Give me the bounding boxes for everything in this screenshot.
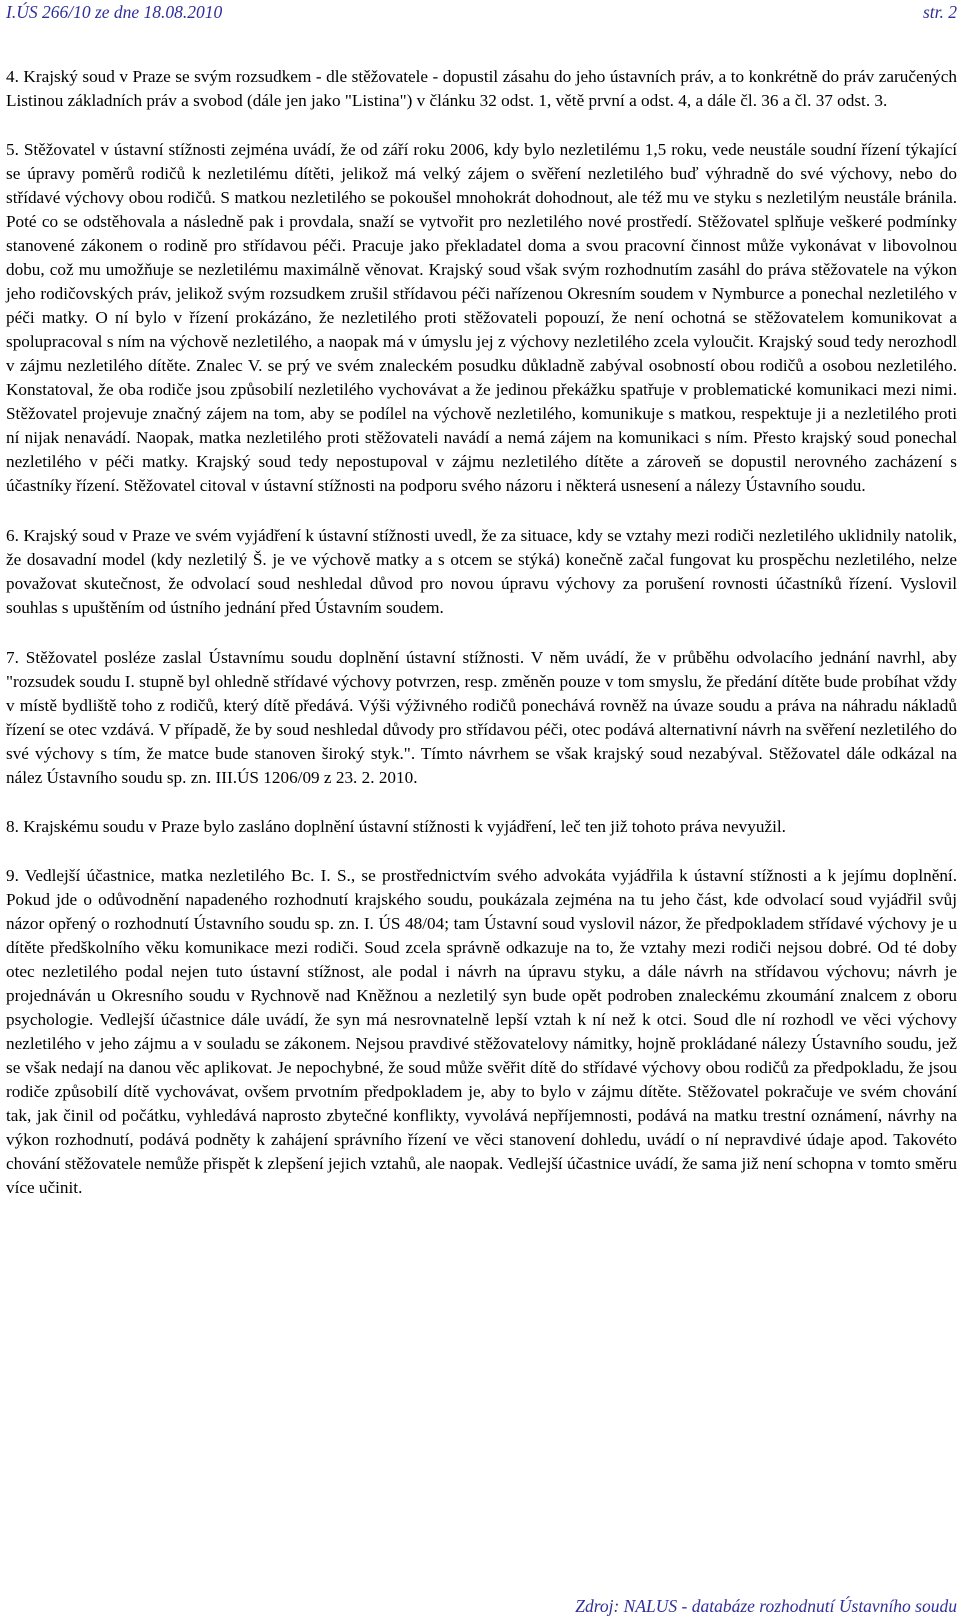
- paragraph-4: 4. Krajský soud v Praze se svým rozsudkem - dle stěžovatele - dopustil zásahu do jeho ústavních práv, a to konkrétně do práv zaručených Listinou základních práv a svobod (dále jen jako "Listina") v článku 32 odst. 1, větě první a odst. 4, a dále čl. 36 a čl. 37 odst. 3.: [6, 67, 957, 110]
- document-body: [6, 65, 957, 1224]
- case-reference: I.ÚS 266/10 ze dne 18.08.2010: [6, 2, 223, 22]
- page-header: [6, 2, 957, 24]
- paragraph-8: 8. Krajskému soudu v Praze bylo zasláno doplnění ústavní stížnosti k vyjádření, leč ten již tohoto práva nevyužil.: [6, 817, 786, 836]
- paragraph-7: 7. Stěžovatel posléze zaslal Ústavnímu soudu doplnění ústavní stížnosti. V něm uvádí, že v průběhu odvolacího jednání navrhl, aby "rozsudek soudu I. stupně byl ohledně střídavé výchovy potvrzen, resp. změněn pouze v tom smyslu, že předání dítěte bude probíhat vždy v místě bydliště toho z rodičů, který dítě předává. Výši výživného rodičů ponechává rovněž na úvaze soudu a práva na náhradu nákladů řízení se otec vzdává. V případě, že by soud neshledal důvody pro střídavou péči, otec podává alternativní návrh na svěření nezletilého do své výchovy s tím, že matce bude stanoven široký styk.". Tímto návrhem se však krajský soud nezabýval. Stěžovatel dále odkázal na nález Ústavního soudu sp. zn. III.ÚS 1206/09 z 23. 2. 2010.: [6, 648, 957, 787]
- paragraph-5: 5. Stěžovatel v ústavní stížnosti zejména uvádí, že od září roku 2006, kdy bylo nezletilému 1,5 roku, vede neustále soudní řízení týkající se úpravy poměrů rodičů k nezletilému dítěti, jelikož má velký zájem o svěření nezletilého buď výhradně do své výchovy, nebo do střídavé výchovy obou rodičů. S matkou nezletilého se pokoušel mnohokrát dohodnout, ale též mu ve styku s nezletilým neustále bránila. Poté co se odstěhovala a následně pak i provdala, snaží se vytvořit pro nezletilého nové prostředí. Stěžovatel splňuje veškeré podmínky stanovené zákonem o rodině pro střídavou péči. Pracuje jako překladatel doma a svou pracovní činnost může vykonávat v libovolnou dobu, což mu umožňuje se nezletilému maximálně věnovat. Krajský soud však svým rozhodnutím zasáhl do práva stěžovatele na výkon jeho rodičovských práv, jelikož svým rozsudkem zrušil střídavou péči nařízenou Okresním soudem v Nymburce a ponechal nezletilého v péči matky. O ní bylo v řízení prokázáno, že nezletilého proti stěžovateli popouzí, že není ochotná se stěžovatelem komunikovat a spolupracoval s ním na výchově nezletilého, a naopak má v úmyslu jej z výchovy nezletilého zcela vyloučit. Krajský soud tedy nerozhodl v zájmu nezletilého dítěte. Znalec V. se prý ve svém znaleckém posudku důkladně zabýval osobností obou rodičů a osobou nezletilého. Konstatoval, že oba rodiče jsou způsobilí nezletilého vychovávat a že jedinou překážku spatřuje v problematické komunikaci mezi nimi. Stěžovatel projevuje značný zájem na tom, aby se podílel na výchově nezletilého, komunikuje s matkou, respektuje ji a nezletilého proti ní nijak nenavádí. Naopak, matka nezletilého proti stěžovateli navádí a nemá zájem na komunikaci s ním. Přesto krajský soud ponechal nezletilého v péči matky. Krajský soud tedy nepostupoval v zájmu nezletilého dítěte a zároveň se dopustil nerovného zacházení s účastníky řízení. Stěžovatel citoval v ústavní stížnosti na podporu svého názoru i některá usnesení a nálezy Ústavního soudu.: [6, 140, 957, 495]
- document-page: [6, 0, 957, 1622]
- source-footer: Zdroj: NALUS - databáze rozhodnutí Ústavního soudu: [575, 1596, 957, 1616]
- page-number: str. 2: [922, 2, 957, 22]
- paragraph-9: 9. Vedlejší účastnice, matka nezletilého Bc. I. S., se prostřednictvím svého advokáta vyjádřila k ústavní stížnosti a k jejímu doplnění. Pokud jde o odůvodnění napadeného rozhodnutí krajského soudu, poukázala zejména na tu jeho část, kde odvolací soud vyjádřil svůj názor opřený o rozhodnutí Ústavního soudu sp. zn. I. ÚS 48/04; tam Ústavní soud vyslovil názor, že předpokladem střídavé výchovy je u dítěte předškolního věku komunikace mezi rodiči. Soud zcela správně odkazuje na to, že vztahy mezi rodiči nejsou dobré. Od té doby otec nezletilého podal nejen tuto ústavní stížnost, ale podal i návrh na úpravu styku, a dále návrh na střídavou výchovu; návrh je projednáván u Okresního soudu v Rychnově nad Kněžnou a nezletilý syn bude opět podroben znaleckému zkoumání znalcem z oboru psychologie. Vedlejší účastnice dále uvádí, že syn má nesrovnatelně lepší vztah k ní než k otci. Soud dle ní rozhodl ve věci výchovy nezletilého v jeho zájmu a v souladu se zákonem. Nejsou pravdivé stěžovatelovy námitky, hojně prokládané nálezy Ústavního soudu, jež se však nedají na danou věc aplikovat. Je nepochybné, že soud může svěřit dítě do střídavé výchovy obou rodičů za předpokladu, že jsou rodiče způsobilí dítě vychovávat, ovšem prvotním předpokladem je, aby to bylo v zájmu dítěte. Stěžovatel pokračuje ve svém chování tak, jak činil od počátku, vyhledává naprosto zbytečné konflikty, vyvolává nepříjemnosti, podává na matku trestní oznámení, návrhy na výkon rozhodnutí, podává podněty k zahájení správního řízení ve věci stanovení dohledu, uvádí o ní nepravdivé údaje apod. Takovéto chování stěžovatele nemůže přispět k zlepšení jejich vztahů, ale naopak. Vedlejší účastnice uvádí, že sama již není schopna v tomto směru více učinit.: [6, 866, 957, 1197]
- paragraph-6: 6. Krajský soud v Praze ve svém vyjádření k ústavní stížnosti uvedl, že za situace, kdy se vztahy mezi rodiči nezletilého uklidnily natolik, že dosavadní model (kdy nezletilý Š. je ve výchově matky a s otcem se stýká) konečně začal fungovat ku prospěchu nezletilého, nelze považovat skutečnost, že odvolací soud neshledal důvod pro novou úpravu výchovy za porušení rovnosti účastníků řízení. Vyslovil souhlas s upuštěním od ústního jednání před Ústavním soudem.: [6, 526, 957, 617]
